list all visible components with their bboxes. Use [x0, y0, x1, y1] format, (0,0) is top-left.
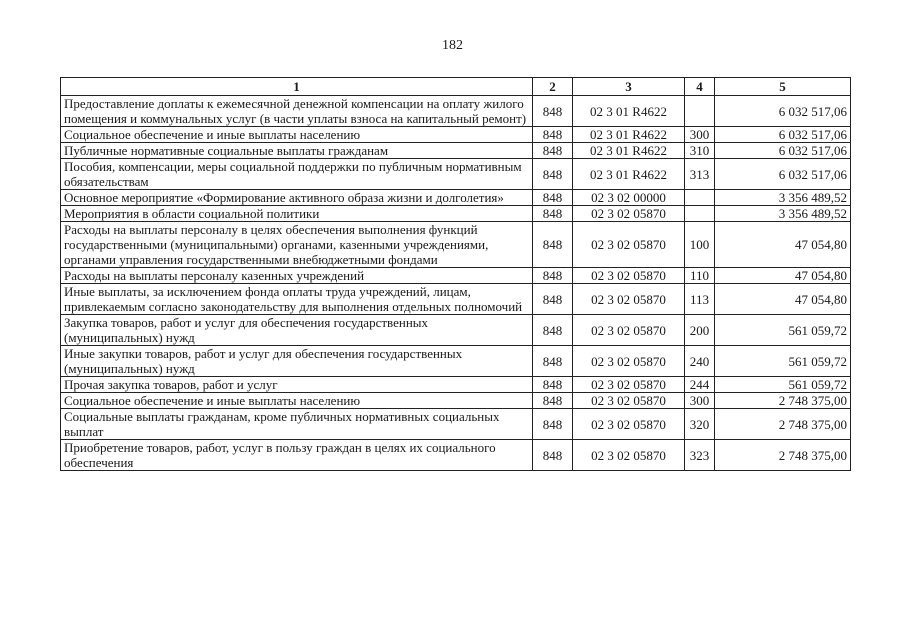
row-code: 848 — [533, 206, 573, 222]
row-code: 848 — [533, 346, 573, 377]
row-code: 848 — [533, 96, 573, 127]
row-name: Мероприятия в области социальной политики — [61, 206, 533, 222]
row-kind: 113 — [685, 284, 715, 315]
row-amount: 47 054,80 — [715, 284, 851, 315]
row-category: 02 3 02 05870 — [573, 346, 685, 377]
row-name: Прочая закупка товаров, работ и услуг — [61, 377, 533, 393]
row-name: Иные выплаты, за исключением фонда оплаты труда учреждений, лицам, привлекаемым согласно законодательству для выполнения отдельных полномочий — [61, 284, 533, 315]
row-category: 02 3 02 05870 — [573, 440, 685, 471]
row-name: Расходы на выплаты персоналу казенных учреждений — [61, 268, 533, 284]
row-category: 02 3 02 05870 — [573, 284, 685, 315]
row-name: Приобретение товаров, работ, услуг в пользу граждан в целях их социального обеспечения — [61, 440, 533, 471]
row-name: Социальное обеспечение и иные выплаты населению — [61, 127, 533, 143]
row-category: 02 3 02 05870 — [573, 268, 685, 284]
row-code: 848 — [533, 222, 573, 268]
row-code: 848 — [533, 315, 573, 346]
row-kind: 323 — [685, 440, 715, 471]
row-amount: 6 032 517,06 — [715, 143, 851, 159]
table-row — [61, 143, 851, 159]
header-row — [61, 78, 851, 96]
row-kind: 320 — [685, 409, 715, 440]
row-name: Социальное обеспечение и иные выплаты населению — [61, 393, 533, 409]
row-name: Пособия, компенсации, меры социальной поддержки по публичным нормативным обязательствам — [61, 159, 533, 190]
row-kind: 100 — [685, 222, 715, 268]
table-row — [61, 222, 851, 268]
header-col-3: 3 — [573, 78, 685, 96]
row-code: 848 — [533, 190, 573, 206]
row-name: Предоставление доплаты к ежемесячной денежной компенсации на оплату жилого помещения и коммунальных услуг (в части уплаты взноса на капитальный ремонт) — [61, 96, 533, 127]
row-code: 848 — [533, 377, 573, 393]
row-name: Закупка товаров, работ и услуг для обеспечения государственных (муниципальных) нужд — [61, 315, 533, 346]
row-category: 02 3 02 05870 — [573, 377, 685, 393]
row-name: Публичные нормативные социальные выплаты гражданам — [61, 143, 533, 159]
row-amount: 6 032 517,06 — [715, 159, 851, 190]
table-row — [61, 315, 851, 346]
row-amount: 2 748 375,00 — [715, 393, 851, 409]
row-amount: 47 054,80 — [715, 222, 851, 268]
row-kind — [685, 206, 715, 222]
table-row — [61, 190, 851, 206]
row-amount: 47 054,80 — [715, 268, 851, 284]
row-kind: 300 — [685, 393, 715, 409]
row-code: 848 — [533, 159, 573, 190]
table-row — [61, 206, 851, 222]
header-col-1: 1 — [61, 78, 533, 96]
row-code: 848 — [533, 268, 573, 284]
budget-table — [60, 77, 851, 471]
row-kind: 240 — [685, 346, 715, 377]
table-row — [61, 346, 851, 377]
row-kind: 310 — [685, 143, 715, 159]
header-col-2: 2 — [533, 78, 573, 96]
row-category: 02 3 02 05870 — [573, 222, 685, 268]
row-category: 02 3 02 05870 — [573, 315, 685, 346]
row-amount: 2 748 375,00 — [715, 409, 851, 440]
row-kind — [685, 190, 715, 206]
row-category: 02 3 02 00000 — [573, 190, 685, 206]
row-amount: 561 059,72 — [715, 315, 851, 346]
row-category: 02 3 01 R4622 — [573, 159, 685, 190]
table-row — [61, 268, 851, 284]
table-row — [61, 377, 851, 393]
row-name: Расходы на выплаты персоналу в целях обеспечения выполнения функций государственными (муниципальными) органами, казенными учреждениями, органами управления государственными внебюджетными фондами — [61, 222, 533, 268]
row-code: 848 — [533, 440, 573, 471]
row-kind: 200 — [685, 315, 715, 346]
row-category: 02 3 01 R4622 — [573, 96, 685, 127]
table-row — [61, 409, 851, 440]
row-amount: 3 356 489,52 — [715, 190, 851, 206]
row-amount: 6 032 517,06 — [715, 96, 851, 127]
row-category: 02 3 01 R4622 — [573, 143, 685, 159]
row-amount: 6 032 517,06 — [715, 127, 851, 143]
row-name: Социальные выплаты гражданам, кроме публичных нормативных социальных выплат — [61, 409, 533, 440]
table-row — [61, 393, 851, 409]
row-name: Основное мероприятие «Формирование активного образа жизни и долголетия» — [61, 190, 533, 206]
row-kind — [685, 96, 715, 127]
table-row — [61, 440, 851, 471]
row-amount: 2 748 375,00 — [715, 440, 851, 471]
row-kind: 300 — [685, 127, 715, 143]
row-code: 848 — [533, 284, 573, 315]
row-amount: 561 059,72 — [715, 377, 851, 393]
table-row — [61, 127, 851, 143]
row-kind: 110 — [685, 268, 715, 284]
row-code: 848 — [533, 393, 573, 409]
table-row — [61, 284, 851, 315]
row-category: 02 3 01 R4622 — [573, 127, 685, 143]
row-kind: 244 — [685, 377, 715, 393]
table-row — [61, 159, 851, 190]
row-kind: 313 — [685, 159, 715, 190]
page-number: 182 — [442, 38, 463, 53]
row-code: 848 — [533, 409, 573, 440]
header-col-4: 4 — [685, 78, 715, 96]
row-category: 02 3 02 05870 — [573, 206, 685, 222]
table-row — [61, 96, 851, 127]
row-name: Иные закупки товаров, работ и услуг для обеспечения государственных (муниципальных) нужд — [61, 346, 533, 377]
row-category: 02 3 02 05870 — [573, 409, 685, 440]
row-code: 848 — [533, 127, 573, 143]
header-col-5: 5 — [715, 78, 851, 96]
row-amount: 3 356 489,52 — [715, 206, 851, 222]
row-category: 02 3 02 05870 — [573, 393, 685, 409]
row-code: 848 — [533, 143, 573, 159]
row-amount: 561 059,72 — [715, 346, 851, 377]
